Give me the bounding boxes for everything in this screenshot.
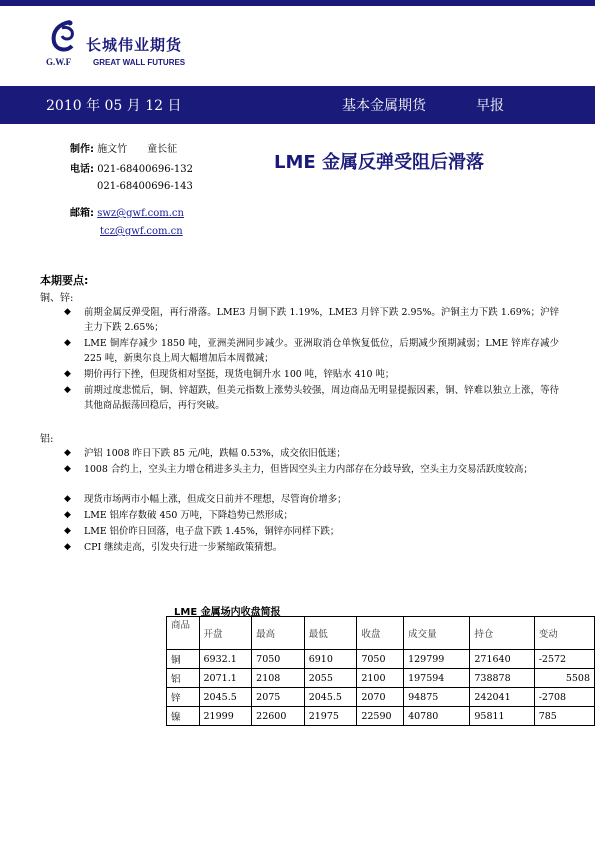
table-cell: 5508 [534,669,594,688]
phone-label: 电话: [70,164,94,175]
bullet-text: 期价再行下挫，但现货相对坚挺，现货电铜升水 100 吨，锌贴水 410 吨； [84,369,395,380]
diamond-bullet-icon: ◆ [64,338,71,348]
group-label-aluminum: 铝: [40,434,54,445]
table-cell: 6910 [304,650,357,669]
bullet-text: 前期过度悲慌后，铜、锌超跌，但美元指数上涨势头较强，周边商品无明显提振因素，铜、锌难以独立上涨，等待其他商品振荡回稳后，再行突破。 [84,385,559,411]
table-cell: 738878 [470,669,534,688]
header-cell: 开盘 [199,617,252,650]
report-banner [0,86,595,124]
email-link-1[interactable]: swz@gwf.com.cn [97,208,184,219]
bullet-text: 1008 合约上，空头主力增仓稍进多头主力，但皆因空头主力内部存在分歧导致，空头主力交易活跃度较高； [84,464,533,475]
bullet-text: 沪铝 1008 昨日下跌 85 元/吨，跌幅 0.53%，成交依旧低迷； [84,448,346,459]
phone-line-1 [70,160,193,175]
diamond-bullet-icon: ◆ [64,494,71,504]
table-cell: 2075 [252,688,305,707]
diamond-bullet-icon: ◆ [64,510,71,520]
table-cell: 21999 [199,707,252,726]
summary-title: 本期要点: [40,274,89,287]
company-abbr: G.W.F [46,57,72,67]
header-cell: 持仓 [470,617,534,650]
table-cell: 2045.5 [199,688,252,707]
table-cell: 镍 [167,707,200,726]
header-cell: 成交量 [404,617,470,650]
lme-close-table [166,616,595,726]
table-cell: 2045.5 [304,688,357,707]
table-cell: 40780 [404,707,470,726]
header-cell: 变动 [534,617,594,650]
header-cell: 最低 [304,617,357,650]
top-rule [0,0,595,6]
table-cell: 785 [534,707,594,726]
group-label-copper-zinc: 铜、锌: [40,293,74,304]
table-cell: 7050 [252,650,305,669]
bullet-text: LME 铝库存数破 450 万吨，下降趋势已然形成； [84,510,293,521]
diamond-bullet-icon: ◆ [64,464,71,474]
table-cell: -2708 [534,688,594,707]
company-name-en: GREAT WALL FUTURES [93,58,186,67]
author-names: 施文竹 童长征 [97,144,178,155]
table-cell: 2100 [357,669,404,688]
table-cell: 129799 [404,650,470,669]
bullet-text: LME 铜库存减少 1850 吨，亚洲美洲同步减少。亚洲取消仓单恢复低位，后期减少预期减弱；LME 锌库存减少 225 吨，新奥尔良上周大幅增加后本周微减； [84,338,559,364]
author-line [70,140,177,155]
table-row [167,650,595,669]
diamond-bullet-icon: ◆ [64,369,71,379]
table-cell: 7050 [357,650,404,669]
table-row [167,669,595,688]
report-date: 2010 年 05 月 12 日 [46,98,182,114]
table-cell: 2108 [252,669,305,688]
table-title: LME 金属场内收盘简报 [174,607,281,618]
table-cell: 2071.1 [199,669,252,688]
table-cell: 铝 [167,669,200,688]
email-label: 邮箱: [70,208,94,219]
table-header-row [167,617,595,650]
table-cell: 21975 [304,707,357,726]
header-cell: 商品 [167,617,200,650]
header-cell: 收盘 [357,617,404,650]
email-line-1 [70,204,184,219]
table-cell: 95811 [470,707,534,726]
diamond-bullet-icon: ◆ [64,448,71,458]
bullet-text: 前期金属反弹受阻，再行滑落。LME3 月铜下跌 1.19%，LME3 月锌下跌 2.95%。沪铜主力下跌 1.69%；沪锌主力下跌 2.65%； [84,307,559,333]
table-cell: 197594 [404,669,470,688]
report-category: 基本金属期货 [342,98,426,114]
bullet-text: 现货市场两市小幅上涨，但成交日前并不理想，尽管询价增多； [84,494,347,505]
email-link-2[interactable]: tcz@gwf.com.cn [100,226,183,237]
diamond-bullet-icon: ◆ [64,526,71,536]
table-cell: -2572 [534,650,594,669]
table-cell: 94875 [404,688,470,707]
company-logo-icon [48,18,78,54]
report-headline: LME 金属反弹受阻后滑落 [274,152,484,173]
table-cell: 242041 [470,688,534,707]
phone-2: 021-68400696-143 [97,181,193,192]
table-cell: 锌 [167,688,200,707]
company-name-cn: 长城伟业期货 [86,36,183,54]
table-cell: 6932.1 [199,650,252,669]
table-row [167,707,595,726]
report-frequency: 早报 [476,98,504,114]
table-row [167,688,595,707]
diamond-bullet-icon: ◆ [64,385,71,395]
header-cell: 最高 [252,617,305,650]
diamond-bullet-icon: ◆ [64,307,71,317]
table-cell: 铜 [167,650,200,669]
bullet-text: LME 铝价昨日回落，电子盘下跌 1.45%，铜锌亦同样下跌； [84,526,340,537]
diamond-bullet-icon: ◆ [64,542,71,552]
phone-1: 021-68400696-132 [97,164,194,175]
table-cell: 271640 [470,650,534,669]
table-cell: 2055 [304,669,357,688]
table-cell: 2070 [357,688,404,707]
table-cell: 22590 [357,707,404,726]
author-label: 制作: [70,144,94,155]
bullet-text: CPI 继续走高，引发央行进一步紧缩政策猜想。 [84,542,283,553]
table-cell: 22600 [252,707,305,726]
